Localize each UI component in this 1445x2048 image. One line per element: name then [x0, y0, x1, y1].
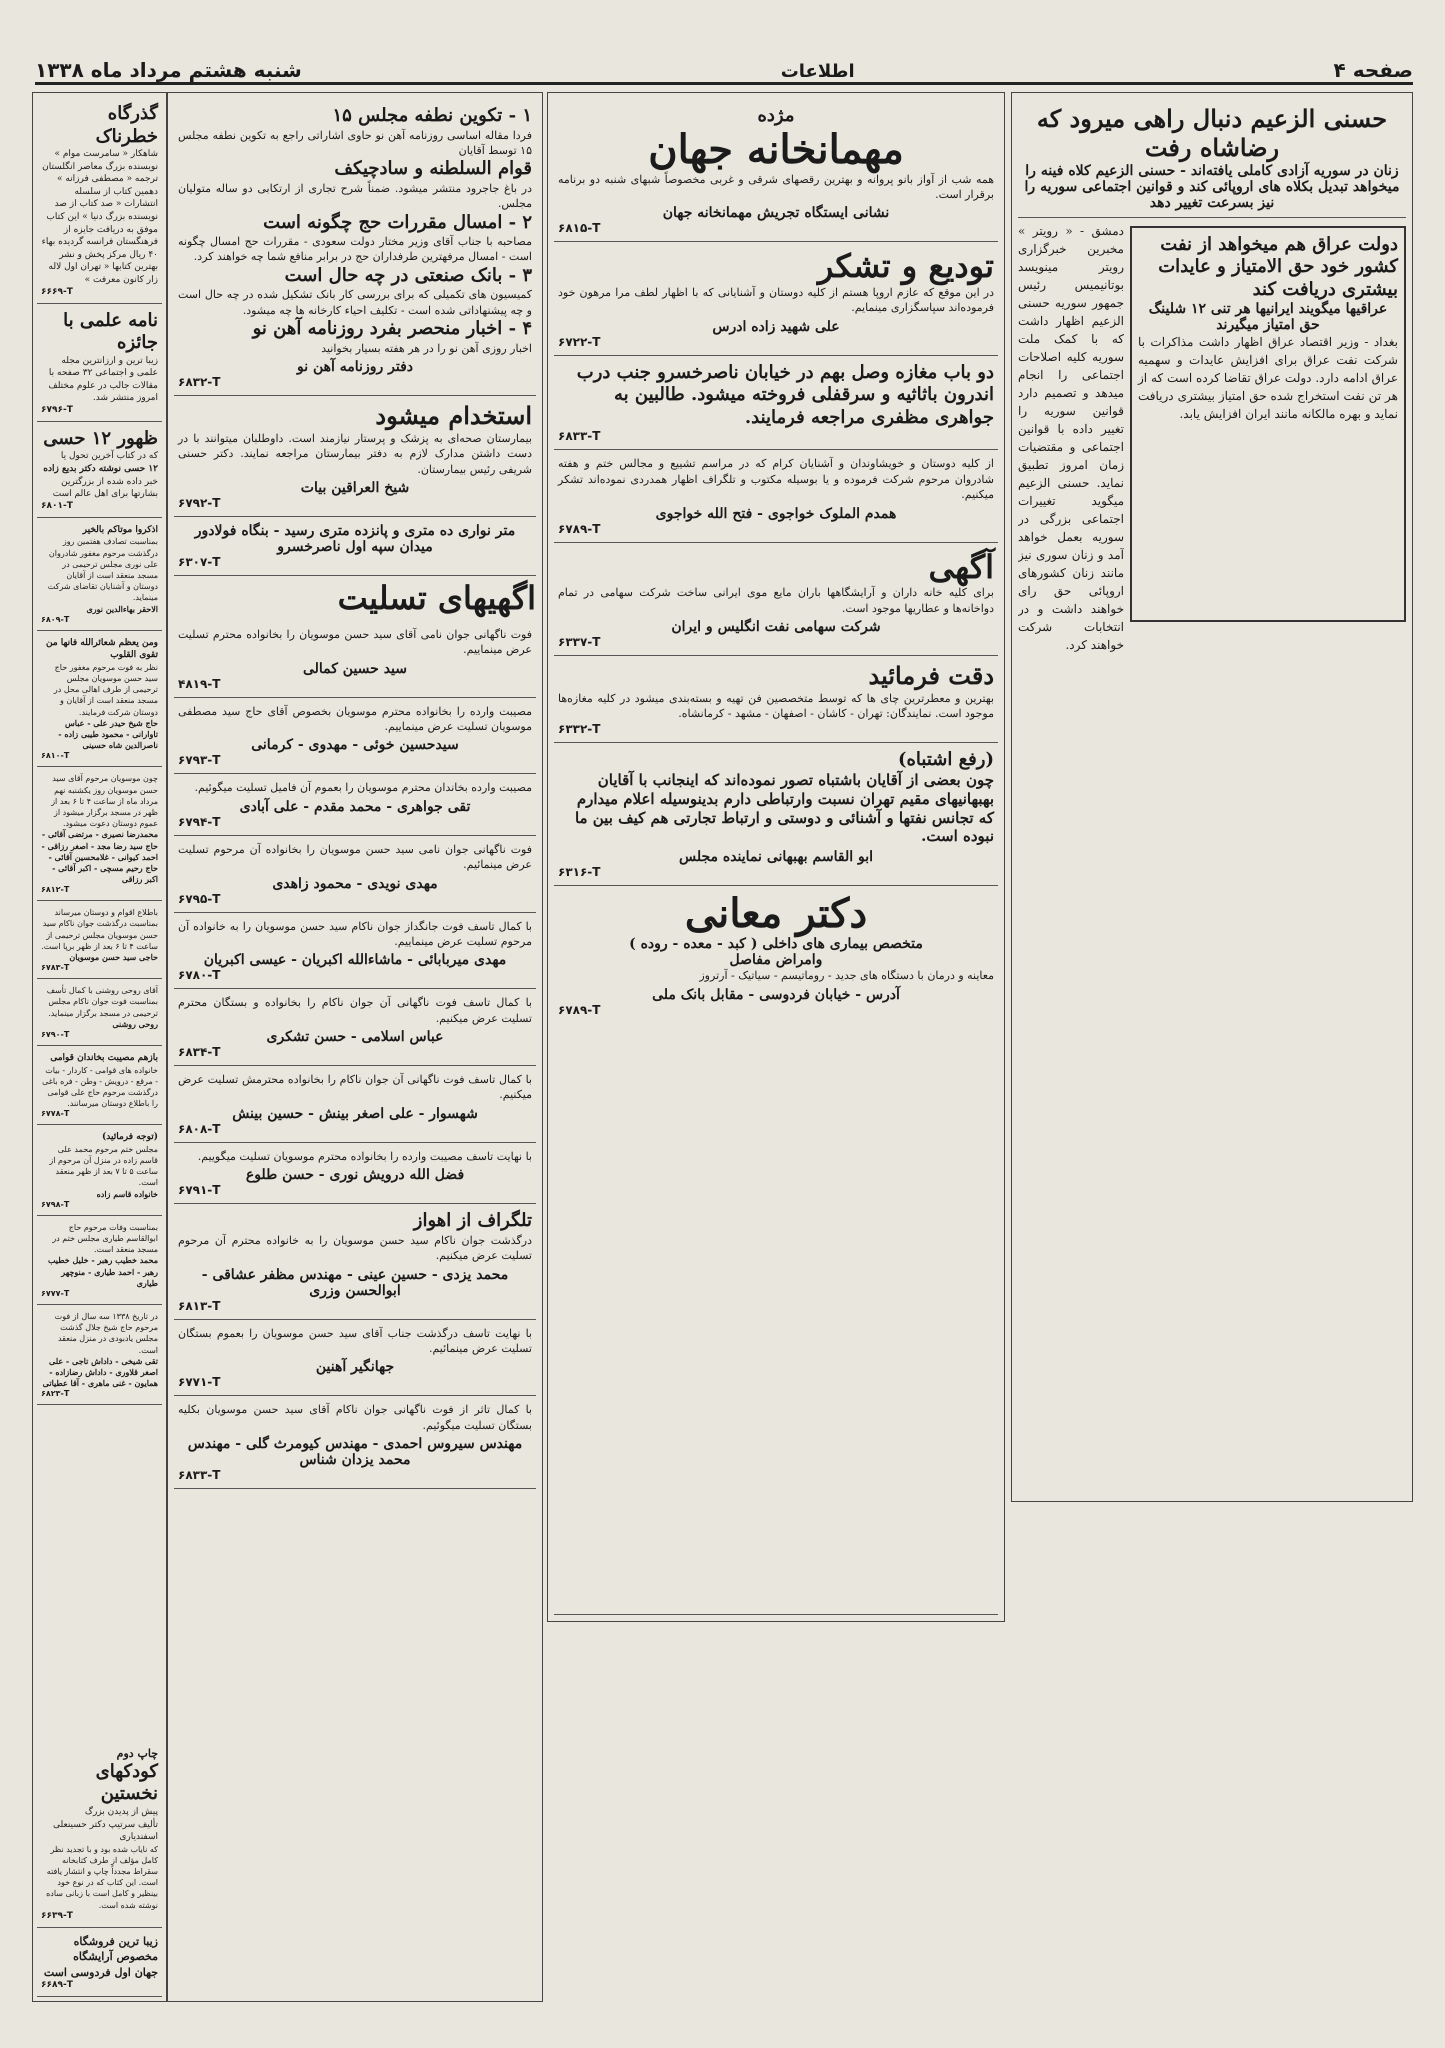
final-condolence-signer: مهندس سیروس احمدی - مهندس کیومرث گلی - مهندس محمد یزدان شناس [187, 1436, 523, 1469]
notice-company: شرکت سهامی نفت انگلیس و ایران [671, 619, 881, 636]
notice-item-signer: الاحقر بهاءالدین نوری [86, 603, 158, 614]
majlis-office: دفتر روزنامه آهن نو [296, 359, 413, 376]
notice-item-text: چون موسویان مرحوم آقای سید حسن موسویان روز یکشنبه نهم مرداد ماه از ساعت ۴ تا ۶ بعد از ظهر در مسجد برگزار میشود از عموم دوستان دعوت میشود. [51, 774, 158, 829]
reprint-author: تألیف سرتیپ دکتر حسینعلی اسفندیاری [53, 1819, 158, 1843]
hiring-code: ۶۷۹۲-T [178, 495, 221, 510]
condolence-text: با کمال تاسف فوت ناگهانی آن جوان ناکام را بخانواده و بستگان محترم تسلیت عرض میکنیم. [178, 996, 532, 1025]
notice-item-text: در تاریخ ۱۳۳۸ سه سال از فوت مرحوم حاج شیخ جلال گذشت مجلس یادبودی در منزل منعقد است. [54, 1311, 158, 1355]
majlis-ad [174, 99, 536, 396]
attention-body: بهترین و معطرترین چای ها که توسط متخصصین فن تهیه و بسته‌بندی میشود در کلیه مغازه‌ها موجود است. نمایندگان: تهران - کاشان - اصفهان - مشهد - کرمانشاه. [558, 691, 994, 721]
condolence-text: مصیبت وارده را بخانواده محترم موسویان بخصوص آقای حاج سید مصطفی موسویان تسلیت عرض مینماییم. [178, 704, 532, 733]
majlis-item1-tail: در باغ جاجرود منتشر میشود. ضمناً شرح تجاری از ارتکابی دو ساله متولیان مجلس. [178, 181, 532, 211]
paper-name: اطلاعات [780, 61, 855, 82]
ads-column-b [547, 92, 1005, 1622]
notice-item-code: ۶۷۹۰-T [41, 1029, 70, 1039]
thanks-signer: همدم الملوک خواجوی - فتح الله خواجوی [655, 505, 897, 522]
notice-item [37, 1125, 162, 1216]
science-code: ۶۷۹۶-T [41, 404, 73, 415]
beauty-code: ۶۶۸۹-T [41, 1980, 73, 1990]
lead-headline: حسنی الزعیم دنبال راهی میرود که رضاشاه رفت [1036, 104, 1388, 162]
notice-item-text: نظر به فوت مرحوم مغفور حاج سید حسن موسویان مجلس ترحیمی از طرف اهالی محل در مسجد منعقد است از آقایان و دوستان شرکت فرمایند. [53, 662, 158, 717]
reprint-sub: پیش از پدیدن بزرگ [84, 1806, 158, 1817]
last-condolence-text: با نهایت تاسف درگذشت جناب آقای سید حسن موسویان را بعموم بستگان تسلیت عرض مینمائیم. [178, 1326, 532, 1355]
ads-column-d [32, 92, 167, 2002]
danger-title: گذرگاه خطرناک [95, 103, 158, 147]
science-title: نامه علمی با جائزه [63, 309, 158, 354]
hotel-code: ۶۸۱۵-T [558, 221, 601, 236]
attention-ad [554, 656, 998, 743]
shop-body: دو باب مغازه وصل بهم در خیابان ناصرخسرو جنب درب اندرون باثاثیه و سرقفلی فروخته میشود. طالبین به جواهری مظفری مراجعه فرمایند. [576, 361, 994, 428]
reprint-code: ۶۶۳۹-T [41, 1910, 73, 1921]
danger-body: شاهکار « سامرست موام » نویسنده بزرگ معاصر انگلستان ترجمه « مصطفی فرزانه » دهمین کتاب از سلسله انتشارات « صد کتاب از صد نویسنده بزرگ دنیا » این کتاب موفق به دریافت جایزه از فرهنگستان فرانسه گردیده بهاء ۴۰ ریال مرکز پخش و نشر بهترین کتابها « تهران اول لاله زار کانون معرفت » [41, 149, 158, 285]
majlis-item1: ۱ - تکوین نطفه مجلس ۱۵ [332, 105, 532, 126]
notice-item-title: بازهم مصیبت بخاندان قوامی [50, 1052, 158, 1063]
notice-item-code: ۶۸۱۰-T [41, 751, 70, 761]
danger-ad [37, 97, 162, 304]
notice-item-code: ۶۷۸۳-T [41, 963, 70, 973]
telegram-ad [174, 1204, 536, 1319]
condolence-item [174, 774, 536, 835]
hotel-body: همه شب از آواز بانو پروانه و بهترین رقصهای شرقی و غربی مخصوصاً شبهای شنبه دو برنامه برقرار است. [558, 172, 994, 201]
condolence-signer: فضل الله درویش نوری - حسن طلوع [245, 1167, 465, 1184]
book12-code: ۶۸۰۱-T [41, 500, 73, 511]
condolence-signer: عباس اسلامی - حسن تشکری [266, 1029, 444, 1046]
farewell-title: تودیع و تشکر [817, 247, 994, 286]
lead-column [1011, 92, 1413, 1502]
farewell-ad [554, 242, 998, 356]
book12-sub: که در کتاب آخرین تحول یا [60, 451, 158, 462]
notice-item-title: ومن یعظم شعائرالله فانها من تقوی القلوب [45, 637, 158, 661]
notice-item-signer: تقی شیخی - داداش تاجی - علی اصغر قلاوری - داداش رضازاده - همایون - غنی ماهری - آقا عطیاتی [42, 1355, 158, 1389]
iraq-oil-story [1130, 226, 1406, 622]
condolence-item [174, 1143, 536, 1204]
last-condolence [174, 1320, 536, 1397]
farewell-signer: علی شهید زاده ادرس [712, 318, 840, 335]
notice-item [37, 979, 162, 1046]
lead-body-row [1018, 218, 1406, 1495]
notice-title: آگهی [928, 547, 994, 586]
condolence-text: مصیبت وارده بخاندان محترم موسویان را بعموم آن فامیل تسلیت میگوئیم. [194, 781, 532, 795]
condolence-signer: مهدی میربابائی - ماشاءالله اکبریان - عیسی اکبریان [203, 952, 507, 969]
final-condolence [174, 1396, 536, 1489]
notice-item-signer: روحی روشنی [112, 1018, 158, 1029]
majlis-item2: ۲ - امسال مقررات حج چگونه است [263, 211, 532, 233]
condolence-item [174, 698, 536, 775]
condolence-title: اگهیهای تسلیت [337, 578, 536, 617]
notice-item-code: ۶۷۹۸-T [41, 1199, 70, 1209]
doctor-address: آدرس - خیابان فردوسی - مقابل بانک ملی [652, 986, 900, 1003]
notice-item-signer: محمد خطیب رهبر - خلیل خطیب رهبر - احمد طیاری - منوچهر طیاری [47, 1255, 158, 1288]
condolence-signer: مهدی نویدی - محمود زاهدی [272, 875, 438, 892]
attention-code: ۶۳۳۲-T [558, 721, 601, 736]
notice-item-text: بمناسبت وفات مرحوم حاج ابوالقاسم طیاری مجلس ختم در مسجد منعقد است. [52, 1222, 158, 1255]
notice-item [37, 1216, 162, 1305]
notice-item-code: ۶۷۷۸-T [41, 1109, 70, 1119]
house-ad [174, 517, 536, 576]
house-code: ۶۳۰۷-T [178, 554, 221, 569]
hotel-address: نشانی ایستگاه تجریش مهمانخانه جهان [662, 205, 890, 222]
notice-item [37, 1046, 162, 1125]
notice-item-text: خانواده های قوامی - کاردار - بیات - مرقع - درویش - وطن - فره باغی درگذشت مرحوم حاج علی قوامی را باطلاع دوستان میرسانند. [42, 1065, 158, 1109]
iraq-oil-sub: عراقیها میگویند ایرانیها هر تنی ۱۲ شلینگ حق امتیاز میگیرند [1148, 301, 1388, 334]
notice-item-signer: خانواده قاسم زاده [96, 1188, 158, 1199]
book12-sub3: خبر داده شده از بزرگترین بشارتها برای اهل عالم است [52, 476, 158, 500]
telegram-signer: محمد یزدی - حسین عینی - مهندس مظفر عشاقی - ابوالحسن وزری [201, 1266, 509, 1299]
notice-item [37, 518, 162, 631]
notice-item-code: ۶۸۱۲-T [41, 885, 70, 895]
condolence-item [174, 621, 536, 698]
doctor-code: ۶۷۸۹-T [558, 1002, 601, 1017]
hiring-title: استخدام میشود [375, 401, 532, 431]
science-body: زیبا ترین و ارزانترین مجله علمی و اجتماعی ۳۲ صفحه با مقالات جالب در علوم مختلف امروز منتشر شد. [48, 355, 158, 404]
farewell-code: ۶۷۲۲-T [558, 334, 601, 349]
correction-body: چون بعضی از آقایان باشتباه تصور نموده‌اند که اینجانب با آقایان بهبهانیهای مقیم تهران نسبت وارتباطی دارم بدینوسیله اعلام میدارم که تجانس نفتها و آشنائی و دوستی و ارتباط تجارتی هم کیف بین ما نبوده است. [574, 771, 994, 846]
majlis-code: ۶۸۳۲-T [178, 375, 221, 390]
notice-item [37, 1305, 162, 1405]
correction-code: ۶۳۱۶-T [558, 865, 601, 880]
shop-ad [554, 356, 998, 451]
hotel-ad [554, 99, 998, 242]
condolence-signer: شهسوار - علی اصغر بینش - حسین بینش [232, 1105, 478, 1122]
thanks-body: از کلیه دوستان و خویشاوندان و آشنایان کرام که در مراسم تشییع و مجالس ختم و هفته شادروان مرحوم شرکت فرموده و یا بوسیله مکتوب و تلگراف اظهار همدردی نموده‌اند تشکر میکنیم. [558, 457, 994, 502]
notice-item [37, 767, 162, 901]
doctor-sub: متخصص بیماری های داخلی ( کبد - معده - روده ) [629, 936, 923, 953]
lead-story [1018, 99, 1406, 218]
last-condolence-code: ۶۷۷۱-T [178, 1375, 221, 1390]
notice-item-code: ۶۷۷۷-T [41, 1288, 70, 1298]
masthead [35, 48, 1413, 85]
last-condolence-signer: جهانگیر آهنین [315, 1359, 395, 1376]
beauty-title: زیبا ترین فروشگاه مخصوص آرایشگاه [73, 1934, 158, 1964]
reprint-body: که نایاب شده بود و با تجدید نظر کامل مؤلف از طرف کتابخانه سقراط مجدداً چاپ و انتشار یافته است. این کتاب که در نوع خود بینظیر و کامل است با زبانی ساده نوشته شده است. [46, 1844, 158, 1910]
issue-date: شنبه هشتم مرداد ماه ۱۳۳۸ [35, 58, 302, 82]
doctor-title: دکتر معانی [684, 890, 868, 938]
condolence-code: ۶۷۹۱-T [178, 1183, 221, 1198]
condolence-signer: تقی جواهری - محمد مقدم - علی آبادی [239, 798, 471, 815]
book12-sub2: ۱۲ حسی نوشته دکتر بدیع زاده [43, 464, 158, 474]
notice-item-title: (توجه فرمائید) [102, 1132, 158, 1143]
condolence-code: ۴۸۱۹-T [178, 676, 221, 691]
condolence-code: ۶۷۹۴-T [178, 814, 221, 829]
telegram-code: ۶۸۱۳-T [178, 1298, 221, 1313]
notice-item-signer: حاج شیخ حیدر علی - عباس تاوارانی - محمود طیبی زاده - ناصرالدین شاه حسینی [58, 717, 158, 751]
hiring-signer: شیخ العراقین بیات [300, 479, 410, 496]
notice-ad [554, 543, 998, 657]
condolence-text: با کمال تاسف فوت ناگهانی آن جوان ناکام را بخانواده محترمش تسلیت عرض میکنیم. [178, 1073, 532, 1102]
notice-item-text: باطلاع اقوام و دوستان میرساند بمناسبت درگذشت جوان ناکام سید حسن موسویان مجلس ترحیمی از ساعت ۴ تا ۶ بعد از ظهر برپا است. [41, 908, 158, 951]
science-ad [37, 304, 162, 422]
attention-title: دقت فرمائید [868, 661, 994, 691]
correction-ad [554, 743, 998, 887]
notice-body: برای کلیه خانه داران و آرایشگاهها باران مایع موی ایرانی ساخت شرکت سهامی در تمام دواخانه‌ها و عطاریها موجود است. [558, 586, 994, 615]
hotel-kicker: مژده [757, 105, 795, 126]
shop-code: ۶۸۳۳-T [558, 429, 601, 444]
condolence-text: با نهایت تاسف مصیبت وارده را بخانواده محترم موسویان تسلیت میگوییم. [197, 1149, 532, 1163]
majlis-item2-body: مصاحبه با جناب آقای وزیر مختار دولت سعودی - مقررات حج امسال چگونه است - امسال مرفهترین طرفداران حج در برابر منافع شما چه خواهند کرد. [178, 235, 532, 264]
telegram-title: تلگراف از اهواز [413, 1210, 532, 1232]
thanks-ad [554, 450, 998, 542]
hiring-ad [174, 396, 536, 517]
correction-title: (رفع اشتباه) [897, 748, 994, 770]
reprint-kicker: چاپ دوم [116, 1746, 158, 1760]
condolence-text: فوت ناگهانی جوان نامی سید حسن موسویان را بخانواده آن مرحوم تسلیت عرض مینمائیم. [178, 842, 532, 872]
notice-item-code: ۶۸۲۳-T [41, 1389, 70, 1399]
thanks-code: ۶۷۸۹-T [558, 521, 601, 536]
correction-signer: ابو القاسم بهبهانی نماینده مجلس [678, 849, 873, 866]
notice-item [37, 901, 162, 979]
doctor-body: معاینه و درمان با دستگاه های جدید - روماتیسم - سیاتیک - آرتروز [699, 969, 994, 983]
notices-list [37, 518, 162, 1740]
page-number: صفحه ۴ [1333, 58, 1413, 82]
iraq-oil-body: بغداد - وزیر اقتصاد عراق اظهار داشت مذاکرات با شرکت نفت عراق برای افزایش عایدات و سهمیه عراق ادامه دارد. دولت عراق تقاضا کرده است که از هر تن نفت استخراج شده حق امتیاز بیشتری دریافت نماید و بهره مالکانه مانند ایران افزایش یابد. [1138, 335, 1398, 422]
ads-column-c [167, 92, 543, 2002]
final-condolence-text: با کمال تاثر از فوت ناگهانی جوان ناکام آقای سید حسن موسویان بکلیه بستگان تسلیت میگوئیم. [178, 1403, 532, 1432]
condolence-code: ۶۷۸۰-T [178, 968, 221, 983]
condolence-code: ۶۸۳۴-T [178, 1045, 221, 1060]
beauty-address: جهان اول فردوسی است [43, 1965, 158, 1979]
condolence-list [174, 621, 536, 1204]
majlis-item3: ۳ - بانک صنعتی در چه حال است [284, 264, 532, 286]
notice-item-text: بمناسبت تصادف هفتمین روز درگذشت مرحوم مغفور شادروان علی نوری مجلس ترحیمی در مسجد منعقد است از آقایان دوستان و آشنایان تقاضای شرکت مینماید. [47, 537, 158, 603]
notice-code: ۶۳۳۷-T [558, 635, 601, 650]
farewell-body: در این موقع که عازم اروپا هستم از کلیه دوستان و آشنایانی که با اظهار لطف مرا مرهون خود فرموده‌اند سپاسگزاری مینمایم. [558, 286, 994, 315]
house-body: متر نواری ده متری و پانزده متری رسید - بنگاه فولادور میدان سپه اول ناصرخسرو [194, 522, 516, 555]
condolence-signer: سیدحسین خوئی - مهدوی - کرمانی [251, 737, 459, 754]
hotel-title: مهمانخانه جهان [648, 125, 904, 173]
reprint-title: کودکهای نخستین [95, 1760, 158, 1805]
doctor-ad [554, 886, 998, 1615]
majlis-item4: ۴ - اخبار منحصر بفرد روزنامه آهن نو [252, 318, 532, 340]
book12-title: ظهور ۱۲ حسی [43, 427, 158, 449]
condolence-code: ۶۷۹۳-T [178, 753, 221, 768]
hiring-body: بیمارستان صحه‌ای به پزشک و پرستار نیازمند است. داوطلبان میتوانند با در دست داشتن مدارک لازم به دفتر بیمارستان مراجعه نمایند. دکتر حسنی شریفی رئیس بیمارستان. [178, 431, 532, 476]
notice-item-title: اذکروا موتاکم بالخیر [82, 524, 158, 535]
condolence-signer: سید حسین کمالی [302, 660, 408, 677]
reprint-ad [37, 1740, 162, 1928]
notice-item-text: آقای روحی روشنی با کمال تأسف بمناسبت فوت جوان ناکام مجلس ترحیمی در مسجد برگزار مینماید. [46, 986, 158, 1018]
notice-item [37, 631, 162, 768]
notice-item-signer: حاجی سید حسن موسویان [69, 952, 158, 962]
majlis-item1-names: قوام السلطنه و سادچیکف [334, 158, 532, 180]
condolence-text: با کمال تاسف فوت جانگداز جوان ناکام سید حسن موسویان را به خانواده آن مرحوم تسلیت عرض مینماییم. [178, 919, 532, 948]
telegram-body: درگذشت جوان ناکام سید حسن موسویان را به خانواده محترم آن مرحوم تسلیت عرض میکنیم. [178, 1233, 532, 1263]
lead-subheadline: زنان در سوریه آزادی کاملی یافته‌اند - حسنی الزعیم کلاه فینه را میخواهد تبدیل بکلاه های اروپائی کند و قوانین اجتماعی سوریه را نیز بسرعت تغییر دهد [1024, 162, 1400, 211]
condolence-item [174, 913, 536, 990]
beauty-ad [37, 1928, 162, 1997]
majlis-item4-body: اخبار روزی آهن نو را در هر هفته بسیار بخوانید [321, 341, 532, 355]
condolence-code: ۶۷۹۵-T [178, 891, 221, 906]
condolence-item [174, 989, 536, 1066]
condolence-section [174, 576, 536, 1995]
danger-code: ۶۶۶۹-T [41, 286, 73, 297]
book12-ad [37, 422, 162, 518]
majlis-item1-body: فردا مقاله اساسی روزنامه آهن نو حاوی اشاراتی راجع به تکوین نطفه مجلس ۱۵ توسط آقایان [178, 128, 532, 157]
final-condolence-code: ۶۸۳۳-T [178, 1468, 221, 1483]
condolence-item [174, 836, 536, 913]
lead-body: دمشق - « رویتر » مخبرین خبرگزاری رویتر مینویسد بوتانیمیس رئیس جمهور سوریه حسنی الزعیم اظهار داشت که با کمک ملت سوریه کلیه اصلاحات اجتماعی را انجام میدهد و تصمیم دارد قوانین سوریه را تغییر داده با قوانین اجتماعی و مقتضیات زمان امروز تطبیق نماید. حسنی الزعیم میگوید تغییرات اجتماعی بزرگی در سوریه بعمل خواهد آمد و زنان سوری نیز مانند زنان کشورهای اروپائی حق رای خواهند داشت و در انتخابات شرکت خواهند کرد. [1018, 223, 1124, 652]
condolence-text: فوت ناگهانی جوان نامی آقای سید حسن موسویان را بخانواده محترم تسلیت عرض مینماییم. [178, 627, 532, 657]
majlis-item3-body: کمیسیون های تکمیلی که برای بررسی کار بانک تشکیل شده در چه حال است و چه پیشنهاداتی شده است - تکلیف احیاء کارخانه ها چه میشود. [178, 288, 532, 317]
condolence-code: ۶۸۰۸-T [178, 1121, 221, 1136]
condolence-item [174, 1066, 536, 1143]
notice-item-signer: محمدرضا نصیری - مرتضی آقائی - حاج سید رضا مجد - اصغر رزاقی - احمد کیوانی - غلامحسین آقائی - حاج رحیم مسچی - اکبر آقائی - اکبر رزاقی [41, 829, 158, 885]
notice-item-text: مجلس ختم مرحوم محمد علی قاسم زاده در منزل آن مرحوم از ساعت ۵ تا ۷ بعد از ظهر منعقد است. [49, 1144, 158, 1188]
doctor-sub2: وامراض مفاصل [729, 952, 823, 969]
iraq-oil-headline: دولت عراق هم میخواهد از نفت کشور خود حق الامتیاز و عایدات بیشتری دریافت کند [1158, 233, 1398, 300]
notice-item-code: ۶۸۰۹-T [41, 614, 70, 624]
